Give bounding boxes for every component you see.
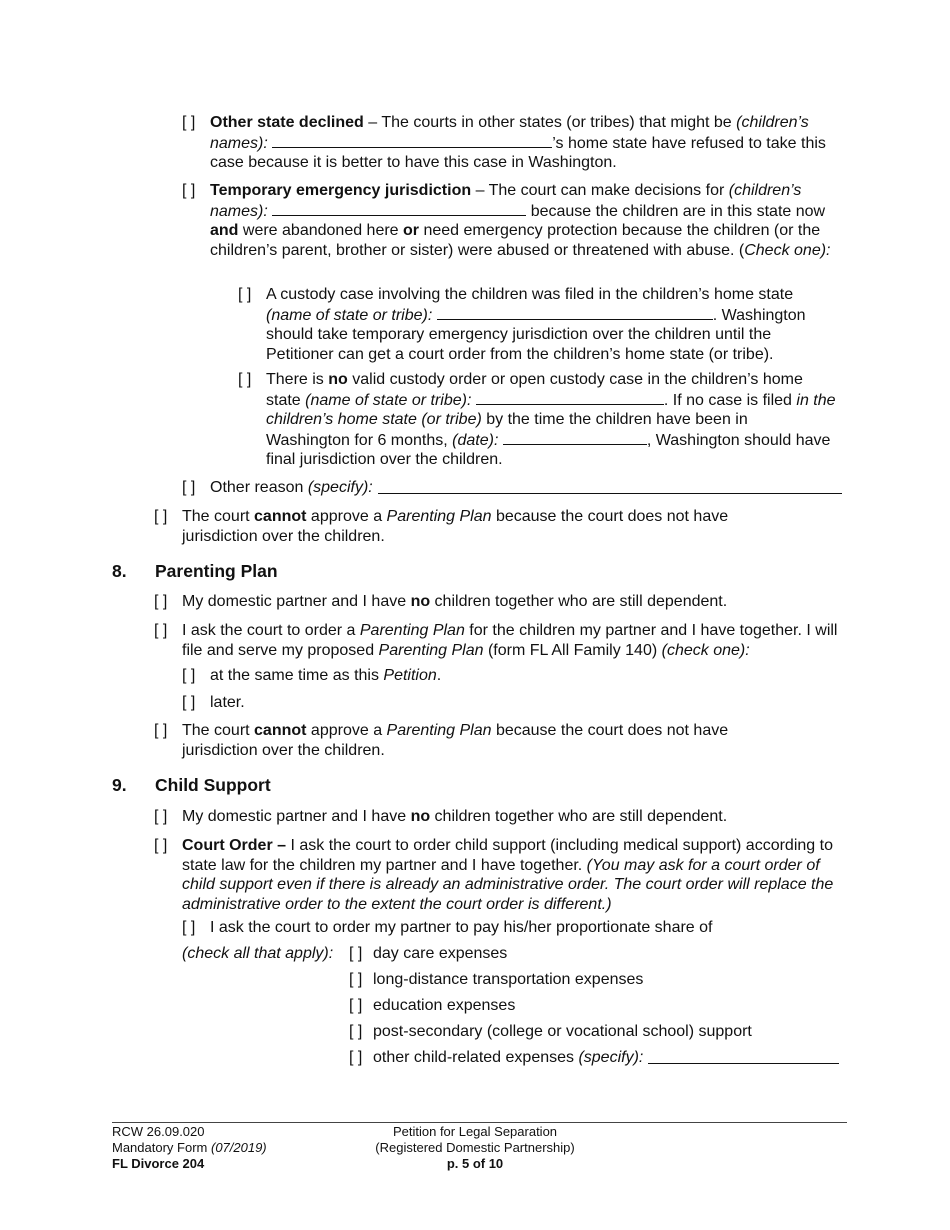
option-label: Other state declined [210, 114, 364, 131]
childrens-names-field[interactable] [272, 201, 526, 216]
court-cannot-item: [ ] The court cannot approve a Parenting Plan because the court does not have jurisdiction over the children. [154, 508, 729, 545]
expense-option: [ ] long-distance transportation expenses [349, 971, 644, 988]
checkbox[interactable]: [ ] [349, 1023, 363, 1040]
checkbox[interactable]: [ ] [154, 508, 168, 525]
instruction-note: (You may ask for a court order of child support even if there is already an administrative order. The court order will replace the administrative order to the extent the court order is different.) [182, 856, 834, 913]
checkbox[interactable]: [ ] [154, 837, 168, 854]
option-label: Temporary emergency jurisdiction [210, 182, 472, 199]
other-reason-item: [ ] Other reason (specify): [182, 478, 842, 498]
checkbox[interactable]: [ ] [154, 808, 168, 825]
parenting-plan-request-item: [ ] I ask the court to order a Parenting Plan for the children my partner and I have together. I will file and serve my proposed Parenting Plan (form FL All Family 140) (check one): [154, 622, 838, 659]
expense-option-other: [ ] other child-related expenses (specify): [349, 1048, 839, 1068]
section-title: Parenting Plan [155, 561, 278, 581]
footer-title: Petition for Legal Separation [392, 1124, 558, 1139]
court-cannot-item: [ ] The court cannot approve a Parenting Plan because the court does not have jurisdiction over the children. [154, 722, 729, 759]
checkbox[interactable]: [ ] [238, 371, 252, 388]
checkbox[interactable]: [ ] [238, 286, 252, 303]
checkbox[interactable]: [ ] [182, 479, 196, 496]
court-order-item: [ ] Court Order – I ask the court to order child support (including medical support) according to state law for the children my partner and I have together. (You may ask for a court order of child support even if there is already an administrative order. The court order will replace the administrative order to the extent the court order is different.) [154, 837, 834, 913]
checkbox[interactable]: [ ] [154, 622, 168, 639]
footer-divider [112, 1122, 847, 1123]
proportionate-share-item: [ ] I ask the court to order my partner to pay his/her proportionate share of [182, 919, 713, 936]
footer-form-number: FL Divorce 204 [112, 1156, 205, 1171]
footer-mandatory: Mandatory Form (07/2019) [112, 1140, 267, 1155]
checkbox[interactable]: [ ] [349, 1049, 363, 1066]
section-number: 9. [112, 775, 127, 795]
checkbox[interactable]: [ ] [182, 114, 196, 131]
state-or-tribe-field[interactable] [437, 305, 713, 320]
same-time-option: [ ] at the same time as this Petition. [182, 667, 442, 684]
footer-center [340, 1124, 610, 1172]
later-option: [ ] later. [182, 694, 245, 711]
section-number: 8. [112, 561, 127, 581]
expense-option: [ ] day care expenses [349, 945, 508, 962]
date-field[interactable] [503, 430, 647, 445]
checkbox[interactable]: [ ] [154, 722, 168, 739]
state-or-tribe-field[interactable] [476, 390, 664, 405]
footer-page-number: p. 5 of 10 [446, 1156, 504, 1171]
checkbox[interactable]: [ ] [349, 971, 363, 988]
expense-option: [ ] education expenses [349, 997, 516, 1014]
check-all-label: (check all that apply): [182, 945, 334, 962]
section-title: Child Support [155, 775, 271, 795]
childrens-names-field[interactable] [272, 133, 552, 148]
expense-option: [ ] post-secondary (college or vocational school) support [349, 1023, 752, 1040]
temporary-emergency-item: [ ] Temporary emergency jurisdiction – The court can make decisions for (children’s names): because the children are in this state now and were abandoned here or need emergency protection because the children (or the children’s parent, brother or sister) were abused or threatened with abuse. (Check one): [182, 182, 831, 259]
footer-left [112, 1124, 267, 1172]
no-children-item: [ ] My domestic partner and I have no children together who are still dependent. [154, 808, 728, 825]
emergency-option-b: [ ] There is no valid custody order or open custody case in the children’s home state (name of state or tribe): . If no case is filed in the children’s home state (or tribe) by the time the children have been in Washington for 6 months, (date): , Washington should have final jurisdiction over the children. [238, 371, 836, 468]
footer-subtitle: (Registered Domestic Partnership) [375, 1140, 575, 1155]
checkbox[interactable]: [ ] [182, 919, 196, 936]
other-state-declined-item: [ ] Other state declined – The courts in other states (or tribes) that might be (children’s names): ’s home state have refused to take this case because it is better to have this case in Washington. [182, 114, 826, 171]
checkbox[interactable]: [ ] [349, 997, 363, 1014]
specify-field[interactable] [378, 478, 842, 494]
no-children-item: [ ] My domestic partner and I have no children together who are still dependent. [154, 593, 728, 610]
checkbox[interactable]: [ ] [349, 945, 363, 962]
footer-rcw: RCW 26.09.020 [112, 1124, 205, 1139]
checkbox[interactable]: [ ] [182, 667, 196, 684]
checkbox[interactable]: [ ] [182, 182, 196, 199]
checkbox[interactable]: [ ] [182, 694, 196, 711]
checkbox[interactable]: [ ] [154, 593, 168, 610]
emergency-option-a: [ ] A custody case involving the children was filed in the children’s home state (name of state or tribe): . Washington should take temporary emergency jurisdiction over the children until the Petitioner can get a court order from the children’s home state (or tribe). [238, 286, 806, 363]
option-label: Court Order – [182, 837, 287, 854]
specify-field[interactable] [648, 1048, 839, 1064]
